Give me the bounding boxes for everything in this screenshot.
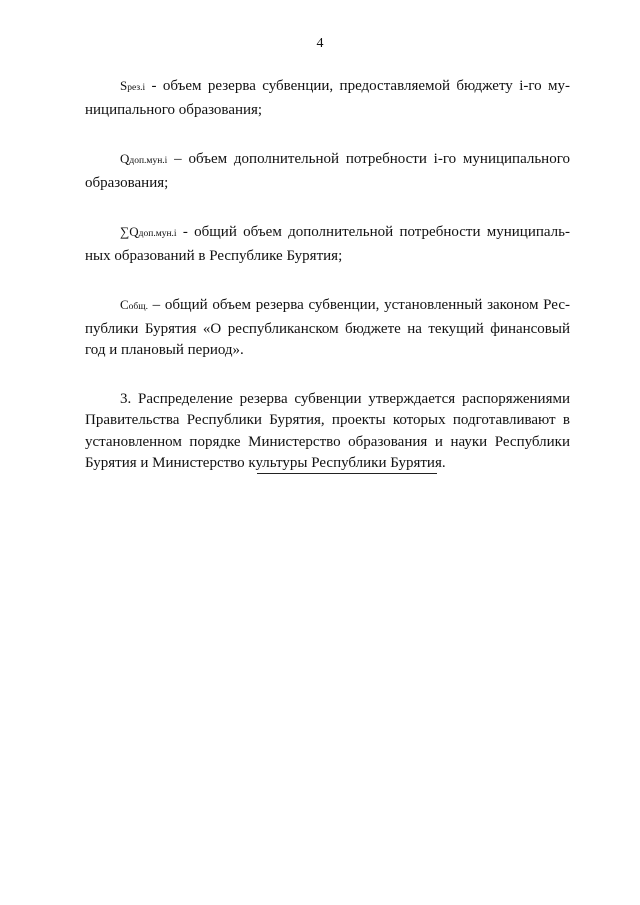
- end-of-document-rule: [257, 473, 437, 474]
- definition-q-dop-mun: [85, 148, 570, 194]
- symbol: S: [120, 78, 128, 93]
- definition-sum-q-dop-mun: [85, 221, 570, 267]
- clause-3-paragraph: 3. Распределение резерва субвенции утверждается распоряжениями Правительства Республики Бурятия, проекты которых подготавливают в установленном порядке Министерство образования и науки Республики Бурятия и Министерство культуры Республики Бурятия.: [85, 390, 570, 471]
- definition-text: - объем резерва субвенции, предоставляемой бюджету i-го му-ниципального образования;: [85, 78, 570, 118]
- definition-s-rez: [85, 75, 570, 121]
- definition-text: - общий объем дополнительной потребности муниципаль-ных образований в Республике Бурятия;: [85, 224, 570, 264]
- definition-c-obsch: [85, 294, 570, 362]
- symbol-subscript: рез.i: [127, 83, 146, 93]
- document-body: [85, 75, 570, 502]
- symbol: ∑Q: [120, 224, 139, 239]
- symbol: Q: [120, 151, 130, 166]
- definition-text: – общий объем резерва субвенции, установленный законом Рес-публики Бурятия «О республиканском бюджете на текущий финансовый год и плановый период».: [85, 297, 570, 358]
- symbol: С: [120, 297, 129, 312]
- symbol-subscript: доп.мун.i: [129, 156, 168, 166]
- symbol-subscript: общ.: [128, 302, 148, 312]
- definition-text: – объем дополнительной потребности i-го муниципального образования;: [85, 151, 570, 191]
- symbol-subscript: доп.мун.i: [138, 229, 177, 239]
- page-number: 4: [316, 36, 324, 51]
